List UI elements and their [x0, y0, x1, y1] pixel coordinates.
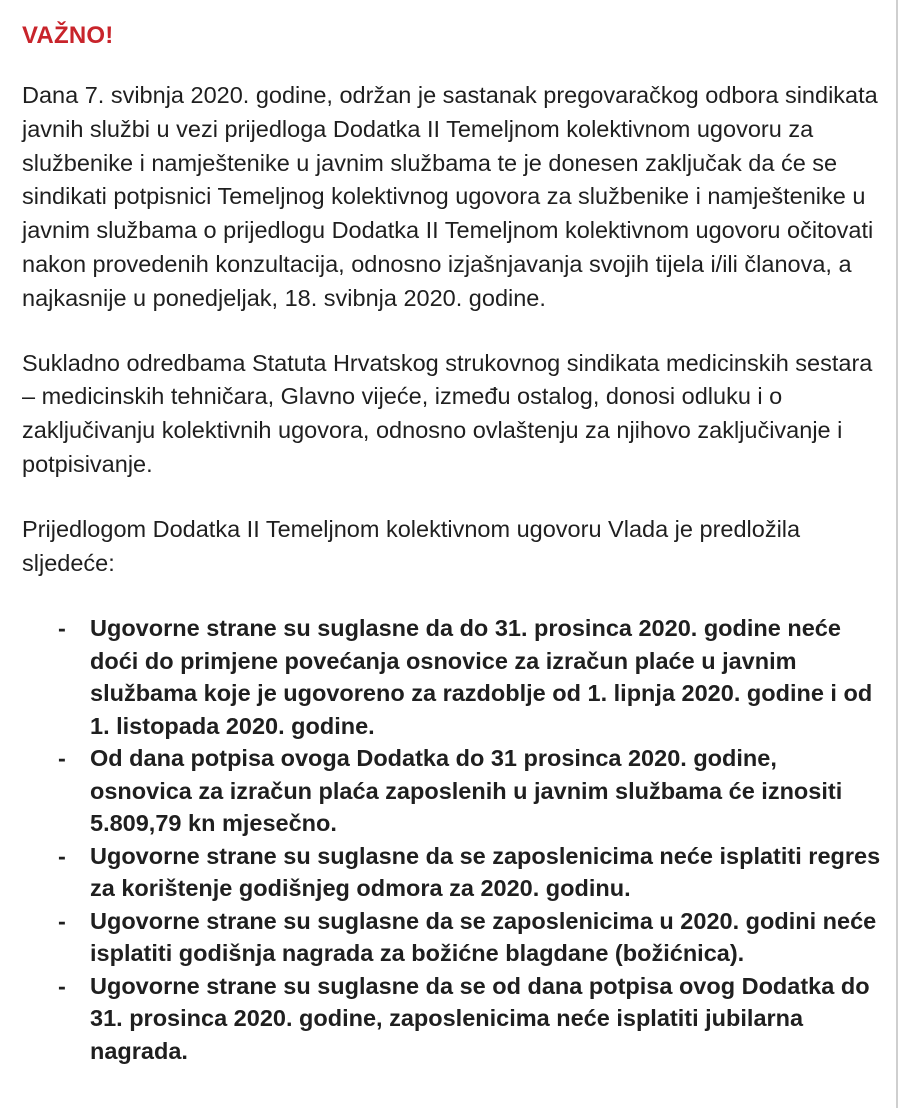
paragraph-statute: Sukladno odredbama Statuta Hrvatskog strukovnog sindikata medicinskih sestara – medicinskih tehničara, Glavno vijeće, između ostalog, donosi odluku i o zaključivanju kolektivnih ugovora, odnosno ovlaštenju za njihovo zaključivanje i potpisivanje. — [22, 349, 873, 477]
paragraph-proposal-intro: Prijedlogom Dodatka II Temeljnom kolektivnom ugovoru Vlada je predložila sljedeće: — [22, 515, 801, 576]
list-item-text: Ugovorne strane su suglasne da do 31. prosinca 2020. godine neće doći do primjene povećanja osnovice za izračun plaće u javnim službama koje je ugovoreno za razdoblje od 1. lipnja 2020. godine i od 1. listopada 2020. godine. — [90, 615, 873, 739]
bullet-dash: - — [58, 745, 66, 772]
document-body — [22, 79, 882, 1067]
list-item — [22, 905, 882, 970]
proposal-list — [22, 612, 882, 1067]
list-item-text: Ugovorne strane su suglasne da se zaposlenicima u 2020. godini neće isplatiti godišnja nagrada za božićne blagdane (božićnica). — [90, 907, 877, 967]
list-item-text: Ugovorne strane su suglasne da se od dana potpisa ovog Dodatka do 31. prosinca 2020. godine, zaposlenicima neće isplatiti jubilarna nagrada. — [90, 972, 870, 1064]
list-item-text: Ugovorne strane su suglasne da se zaposlenicima neće isplatiti regres za korištenje godišnjeg odmora za 2020. godinu. — [90, 842, 881, 902]
list-item — [22, 970, 882, 1068]
bullet-dash: - — [58, 907, 66, 934]
list-item — [22, 742, 882, 840]
bullet-dash: - — [58, 842, 66, 869]
list-item — [22, 612, 882, 742]
paragraph-meeting: Dana 7. svibnja 2020. godine, održan je sastanak pregovaračkog odbora sindikata javnih službi u vezi prijedloga Dodatka II Temeljnom kolektivnom ugovoru za službenike i namještenike u javnim službama te je donesen zaključak da će se sindikati potpisnici Temeljnog kolektivnog ugovora za službenike i namještenike u javnim službama o prijedlogu Dodatka II Temeljnom kolektivnom ugovoru očitovati nakon provedenih konzultacija, odnosno izjašnjavanja svojih tijela i/ili članova, a najkasnije u ponedjeljak, 18. svibnja 2020. godine. — [22, 82, 878, 311]
bullet-dash: - — [58, 972, 66, 999]
notice-heading: VAŽNO! — [22, 22, 114, 49]
list-item-text: Od dana potpisa ovoga Dodatka do 31 prosinca 2020. godine, osnovica za izračun plaća zaposlenih u javnim službama će iznositi 5.809,79 kn mjesečno. — [90, 745, 843, 837]
list-item — [22, 840, 882, 905]
bullet-dash: - — [58, 615, 66, 642]
page-edge — [896, 0, 898, 1108]
